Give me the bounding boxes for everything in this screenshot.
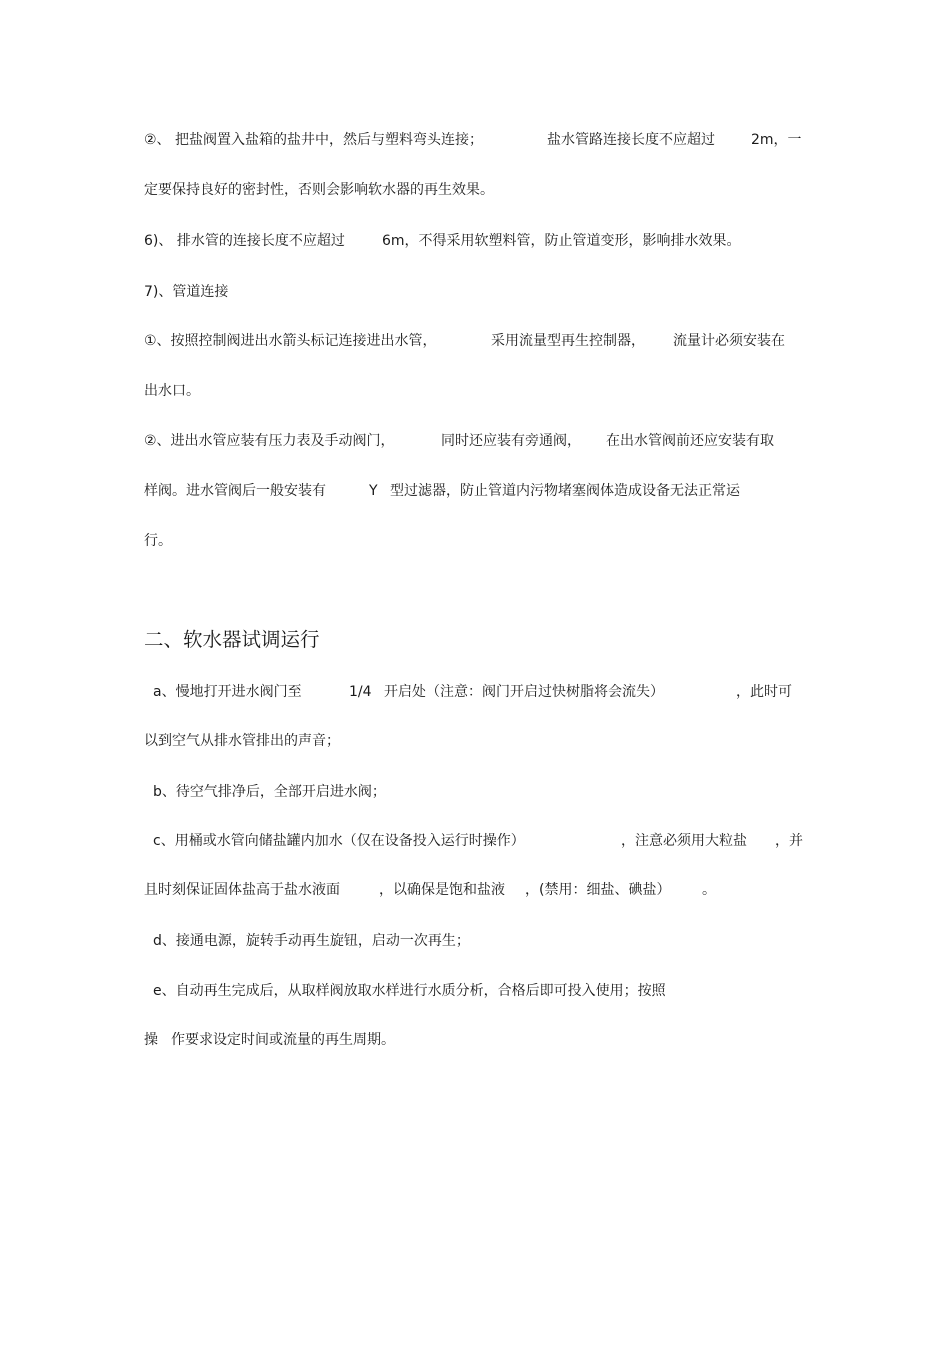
text-segment: ，并 (775, 833, 803, 849)
text-segment: 行。 (144, 533, 172, 549)
text-segment: ，以确保是饱和盐液 (379, 882, 505, 898)
text-segment: 1/4 (349, 684, 372, 700)
text-segment: 在出水管阀前还应安装有取 (606, 433, 774, 449)
text-segment: 且时刻保证固体盐高于盐水液面 (144, 882, 340, 898)
text-segment: 盐水管路连接长度不应超过 (547, 132, 715, 148)
text-segment: 以到空气从排水管排出的声音； (144, 733, 340, 749)
text-segment: 出水口。 (144, 383, 200, 399)
text-segment: ①、按照控制阀进出水箭头标记连接进出水管， (144, 333, 437, 349)
text-segment: e、自动再生完成后，从取样阀放取水样进行水质分析，合格后即可投入使用；按照 (153, 983, 666, 999)
text-segment: 定要保持良好的密封性，否则会影响软水器的再生效果。 (144, 182, 494, 198)
text-segment: 开启处（注意：阀门开启过快树脂将会流失） (384, 684, 664, 700)
text-segment: Y (369, 483, 378, 499)
text-segment: 作要求设定时间或流量的再生周期。 (171, 1032, 395, 1048)
text-segment: 6m，不得采用软塑料管，防止管道变形，影响排水效果。 (382, 233, 741, 249)
text-segment: c、用桶或水管向储盐罐内加水（仅在设备投入运行时操作） (153, 833, 525, 849)
text-segment: 2m，一 (751, 132, 802, 148)
text-segment: ②、 把盐阀置入盐箱的盐井中，然后与塑料弯头连接； (144, 132, 483, 148)
text-segment: 流量计必须安装在 (673, 333, 785, 349)
text-segment: ，此时可 (736, 684, 792, 700)
text-segment: d、接通电源，旋转手动再生旋钮，启动一次再生； (153, 933, 470, 949)
text-segment: 。 (702, 882, 716, 898)
subheading: 7)、管道连接 (144, 284, 229, 300)
text-segment: ，(禁用：细盐、碘盐） (525, 882, 671, 898)
text-segment: ，注意必须用大粒盐 (621, 833, 747, 849)
text-segment: ②、进出水管应装有压力表及手动阀门， (144, 433, 395, 449)
text-segment: 样阀。进水管阀后一般安装有 (144, 483, 326, 499)
section-heading: 二、软水器试调运行 (144, 628, 320, 651)
text-segment: a、慢地打开进水阀门至 (153, 684, 302, 700)
text-segment: 型过滤器，防止管道内污物堵塞阀体造成设备无法正常运 (390, 483, 740, 499)
text-segment: 操 (144, 1032, 158, 1048)
text-segment: 采用流量型再生控制器， (491, 333, 645, 349)
text-segment: b、待空气排净后，全部开启进水阀； (153, 784, 386, 800)
text-segment: 6)、 排水管的连接长度不应超过 (144, 233, 345, 249)
text-segment: 同时还应装有旁通阀， (441, 433, 581, 449)
